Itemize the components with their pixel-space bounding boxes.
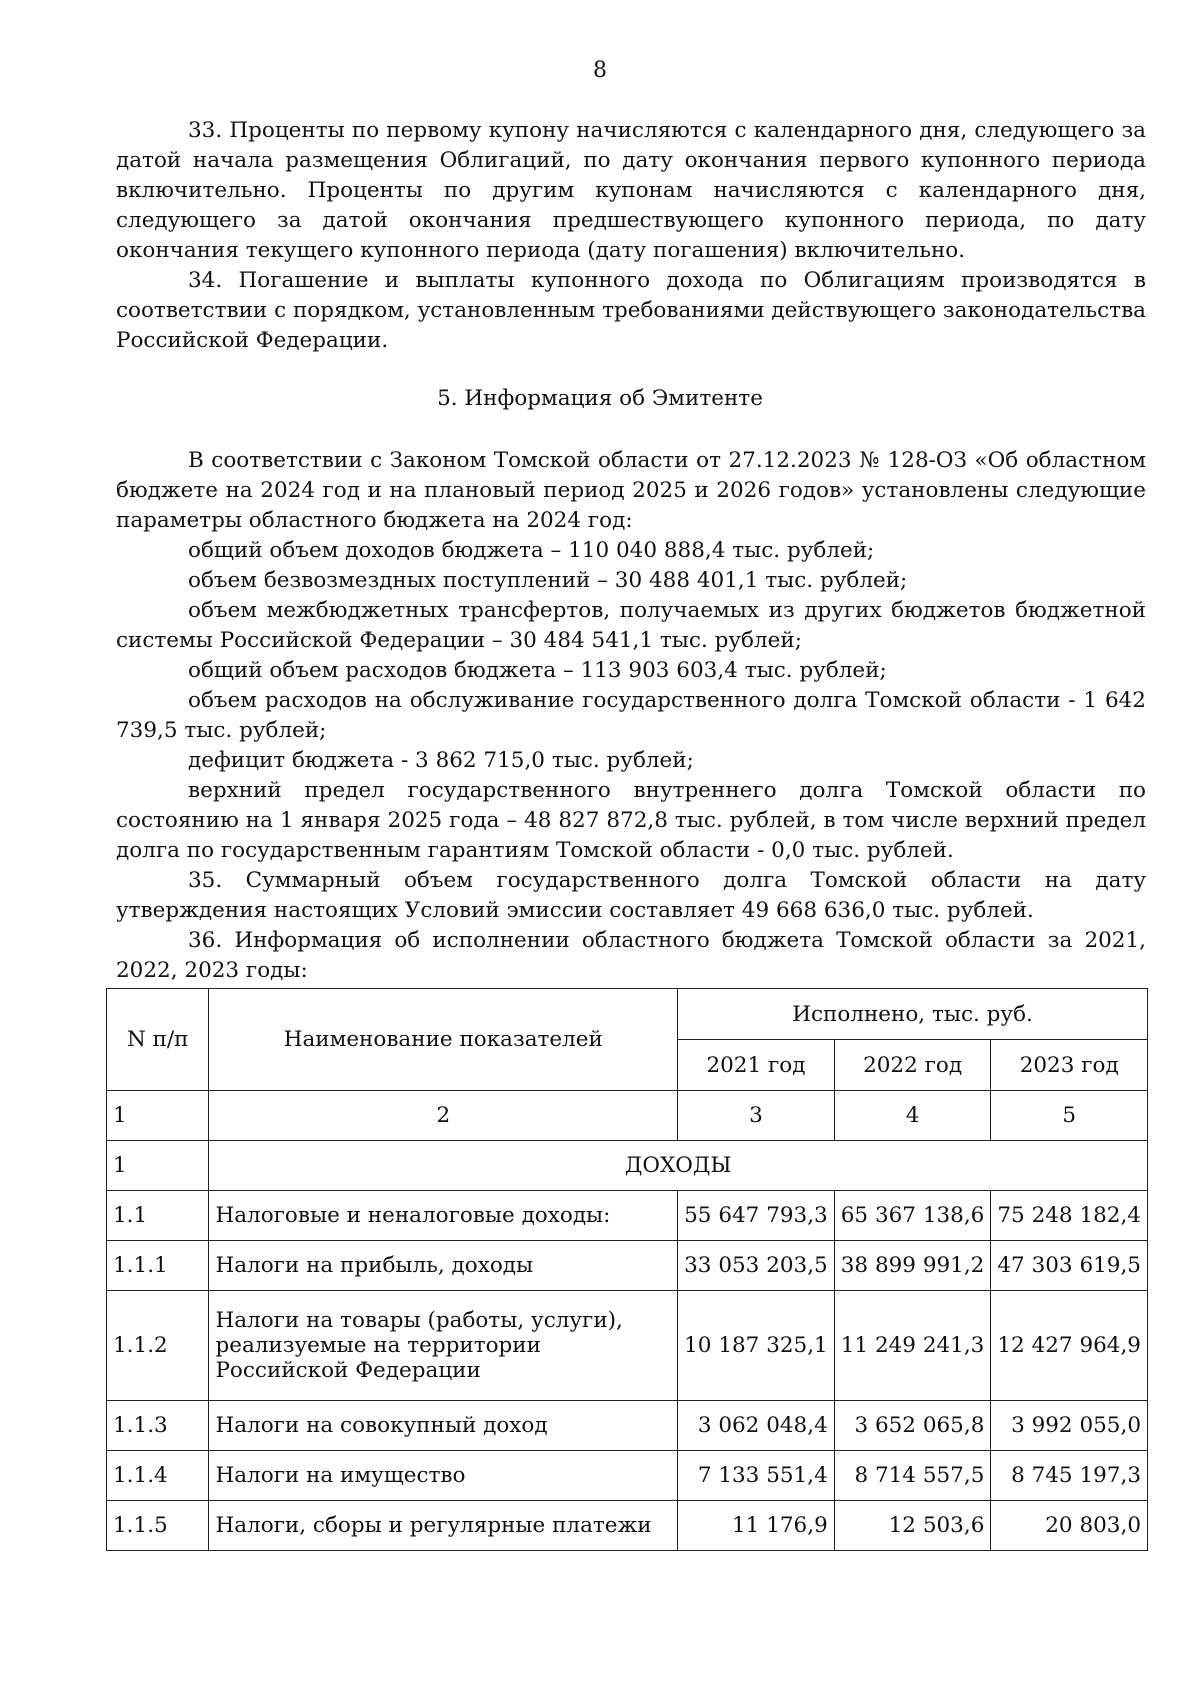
row-num: 1.1.4 bbox=[107, 1451, 209, 1501]
row-value-2022: 8 714 557,5 bbox=[834, 1451, 991, 1501]
table-row bbox=[107, 1401, 1148, 1451]
row-value-2021: 55 647 793,3 bbox=[678, 1191, 835, 1241]
table-row bbox=[107, 1501, 1148, 1551]
row-name: Налоговые и неналоговые доходы: bbox=[209, 1191, 678, 1241]
row-name: Налоги на совокупный доход bbox=[209, 1401, 678, 1451]
row-value-2023: 3 992 055,0 bbox=[991, 1401, 1148, 1451]
col-number-cell: 1 bbox=[107, 1091, 209, 1141]
row-value-2021: 33 053 203,5 bbox=[678, 1241, 835, 1291]
header-group: Исполнено, тыс. руб. bbox=[678, 989, 1148, 1040]
budget-param-deficit: дефицит бюджета - 3 862 715,0 тыс. рублей; bbox=[188, 748, 694, 773]
header-year-2023: 2023 год bbox=[991, 1040, 1148, 1091]
row-value-2023: 47 303 619,5 bbox=[991, 1241, 1148, 1291]
row-value-2023: 12 427 964,9 bbox=[991, 1291, 1148, 1401]
row-num: 1.1.2 bbox=[107, 1291, 209, 1401]
table-column-numbers-row bbox=[107, 1091, 1148, 1141]
row-name: Налоги на имущество bbox=[209, 1451, 678, 1501]
header-name: Наименование показателей bbox=[209, 989, 678, 1091]
row-value-2022: 12 503,6 bbox=[834, 1501, 991, 1551]
header-year-2022: 2022 год bbox=[834, 1040, 991, 1091]
table-section-row bbox=[107, 1141, 1148, 1191]
section-title: 5. Информация об Эмитенте bbox=[437, 386, 763, 411]
row-name: Налоги на товары (работы, услуги), реализуемые на территории Российской Федерации bbox=[209, 1291, 678, 1401]
row-value-2021: 7 133 551,4 bbox=[678, 1451, 835, 1501]
paragraph-36: 36. Информация об исполнении областного бюджета Томской области за 2021, 2022, 2023 годы: bbox=[116, 928, 1146, 983]
paragraph-34: 34. Погашение и выплаты купонного дохода по Облигациям производятся в соответствии с порядком, установленным требованиями действующего законодательства Российской Федерации. bbox=[116, 268, 1146, 353]
row-value-2022: 38 899 991,2 bbox=[834, 1241, 991, 1291]
section-label: ДОХОДЫ bbox=[209, 1141, 1148, 1191]
row-num: 1.1.3 bbox=[107, 1401, 209, 1451]
page-number: 8 bbox=[593, 58, 607, 83]
law-paragraph: В соответствии с Законом Томской области от 27.12.2023 № 128-ОЗ «Об областном бюджете на 2024 год и на плановый период 2025 и 2026 годов» установлены следующие параметры областного бюджета на 2024 год: bbox=[116, 448, 1146, 533]
row-value-2022: 3 652 065,8 bbox=[834, 1401, 991, 1451]
row-value-2021: 3 062 048,4 bbox=[678, 1401, 835, 1451]
section-num: 1 bbox=[107, 1141, 209, 1191]
table-row bbox=[107, 1451, 1148, 1501]
col-number-cell: 2 bbox=[209, 1091, 678, 1141]
budget-execution-table bbox=[106, 988, 1148, 1551]
row-value-2022: 65 367 138,6 bbox=[834, 1191, 991, 1241]
table-row bbox=[107, 1241, 1148, 1291]
row-value-2021: 11 176,9 bbox=[678, 1501, 835, 1551]
row-value-2023: 75 248 182,4 bbox=[991, 1191, 1148, 1241]
issuer-info bbox=[116, 446, 1146, 986]
paragraph-35: 35. Суммарный объем государственного долга Томской области на дату утверждения настоящих Условий эмиссии составляет 49 668 636,0 тыс. рублей. bbox=[116, 868, 1146, 923]
paragraph-33: 33. Проценты по первому купону начисляются с календарного дня, следующего за датой начала размещения Облигаций, по дату окончания первого купонного периода включительно. Проценты по другим купонам начисляются с календарного дня, следующего за датой окончания предшествующего купонного периода, по дату окончания текущего купонного периода (дату погашения) включительно. bbox=[116, 118, 1146, 263]
row-value-2021: 10 187 325,1 bbox=[678, 1291, 835, 1401]
row-value-2023: 20 803,0 bbox=[991, 1501, 1148, 1551]
col-number-cell: 5 bbox=[991, 1091, 1148, 1141]
col-number-cell: 3 bbox=[678, 1091, 835, 1141]
table-row bbox=[107, 1291, 1148, 1401]
row-value-2022: 11 249 241,3 bbox=[834, 1291, 991, 1401]
row-name: Налоги, сборы и регулярные платежи bbox=[209, 1501, 678, 1551]
intro-paragraphs bbox=[116, 116, 1146, 356]
row-name: Налоги на прибыль, доходы bbox=[209, 1241, 678, 1291]
table-header-row bbox=[107, 989, 1148, 1040]
header-year-2021: 2021 год bbox=[678, 1040, 835, 1091]
row-num: 1.1.1 bbox=[107, 1241, 209, 1291]
budget-param-expenses: общий объем расходов бюджета – 113 903 603,4 тыс. рублей; bbox=[188, 658, 887, 683]
header-num: N п/п bbox=[107, 989, 209, 1091]
row-value-2023: 8 745 197,3 bbox=[991, 1451, 1148, 1501]
row-num: 1.1 bbox=[107, 1191, 209, 1241]
col-number-cell: 4 bbox=[834, 1091, 991, 1141]
budget-param-transfers: объем межбюджетных трансфертов, получаемых из других бюджетов бюджетной системы Российской Федерации – 30 484 541,1 тыс. рублей; bbox=[116, 598, 1146, 653]
row-num: 1.1.5 bbox=[107, 1501, 209, 1551]
budget-param-revenue: общий объем доходов бюджета – 110 040 888,4 тыс. рублей; bbox=[188, 538, 875, 563]
table-row bbox=[107, 1191, 1148, 1241]
budget-param-debt-service: объем расходов на обслуживание государственного долга Томской области - 1 642 739,5 тыс. рублей; bbox=[116, 688, 1146, 743]
budget-param-grants: объем безвозмездных поступлений – 30 488 401,1 тыс. рублей; bbox=[188, 568, 908, 593]
budget-param-debt-limit: верхний предел государственного внутреннего долга Томской области по состоянию на 1 января 2025 года – 48 827 872,8 тыс. рублей, в том числе верхний предел долга по государственным гарантиям Томской области - 0,0 тыс. рублей. bbox=[116, 778, 1146, 863]
